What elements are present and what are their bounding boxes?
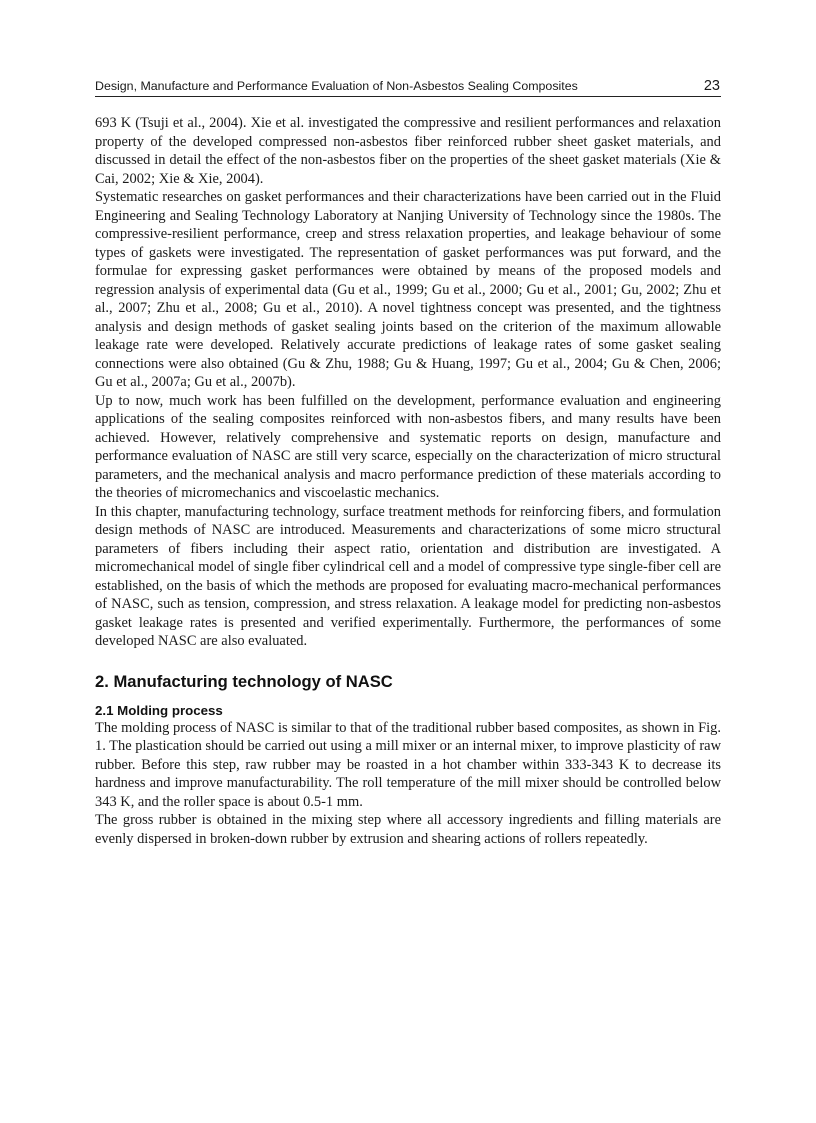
- paragraph-molding-process: The molding process of NASC is similar to that of the traditional rubber based composites, as shown in Fig. 1. The plastication should be carried out using a mill mixer or an internal mixer, to improve plasticity of raw rubber. Before this step, raw rubber may be roasted in a hot chamber within 333-343 K to decrease its hardness and improve manufacturability. The roll temperature of the mill mixer should be controlled below 343 K, and the roller space is about 0.5-1 mm.: [95, 719, 721, 810]
- subsection-heading-molding-process: 2.1 Molding process: [95, 702, 223, 718]
- section-heading-manufacturing-technology: 2. Manufacturing technology of NASC: [95, 671, 393, 691]
- paragraph-gross-rubber: The gross rubber is obtained in the mixing step where all accessory ingredients and filling materials are evenly dispersed in broken-down rubber by extrusion and shearing actions of rollers repeatedly.: [95, 812, 721, 847]
- page-number: 23: [703, 78, 720, 94]
- paragraph-systematic-researches: Systematic researches on gasket performances and their characterizations have been carried out in the Fluid Engineering and Sealing Technology Laboratory at Nanjing University of Technology since the 1980s. The compressive-resilient performance, creep and stress relaxation properties, and leakage behaviour of some types of gaskets were investigated. The representation of gasket performances was put forward, and the formulae for expressing gasket performances were obtained by means of the proposed models and regression analysis of experimental data (Gu et al., 1999; Gu et al., 2000; Gu et al., 2001; Gu, 2002; Zhu et al., 2007; Zhu et al., 2008; Gu et al., 2010). A novel tightness concept was presented, and the tightness analysis and design methods of gasket sealing joints based on the criterion of the maximum allowable leakage rate were developed. Relatively accurate predictions of leakage rates of some gasket sealing connections were also obtained (Gu & Zhu, 1988; Gu & Huang, 1997; Gu et al., 2004; Gu & Chen, 2006; Gu et al., 2007a; Gu et al., 2007b).: [95, 189, 721, 390]
- paragraph-up-to-now: Up to now, much work has been fulfilled on the development, performance evaluation and engineering applications of the sealing composites reinforced with non-asbestos fibers, and many results have been achieved. However, relatively comprehensive and systematic reports on design, manufacture and performance evaluation of NASC are still very scarce, especially on the characterization of micro structural parameters, and the mechanical analysis and macro performance prediction of these materials according to the theories of micromechanics and viscoelastic mechanics.: [95, 392, 721, 501]
- body-text: [95, 114, 721, 848]
- running-header: [95, 78, 721, 97]
- running-header-title: Design, Manufacture and Performance Evaluation of Non-Asbestos Sealing Composites: [95, 79, 578, 93]
- paragraph-tsuji-xie: 693 K (Tsuji et al., 2004). Xie et al. investigated the compressive and resilient performances and relaxation property of the developed compressed non-asbestos fiber reinforced rubber sheet gasket materials, and discussed in detail the effect of the non-asbestos fiber on the properties of the sheet gasket materials (Xie & Cai, 2002; Xie & Xie, 2004).: [95, 115, 721, 187]
- document-page: [95, 78, 721, 848]
- paragraph-chapter-overview: In this chapter, manufacturing technology, surface treatment methods for reinforcing fibers, and formulation design methods of NASC are introduced. Measurements and characterizations of some micro structural parameters of fibers including their aspect ratio, orientation and distribution are investigated. A micromechanical model of single fiber cylindrical cell and a model of compressive type single-fiber cell are established, on the basis of which the methods are proposed for evaluating macro-mechanical performances of NASC, such as tension, compression, and stress relaxation. A leakage model for predicting non-asbestos gasket leakage rates is presented and verified experimentally. Furthermore, the performances of some developed NASC are also evaluated.: [95, 503, 721, 649]
